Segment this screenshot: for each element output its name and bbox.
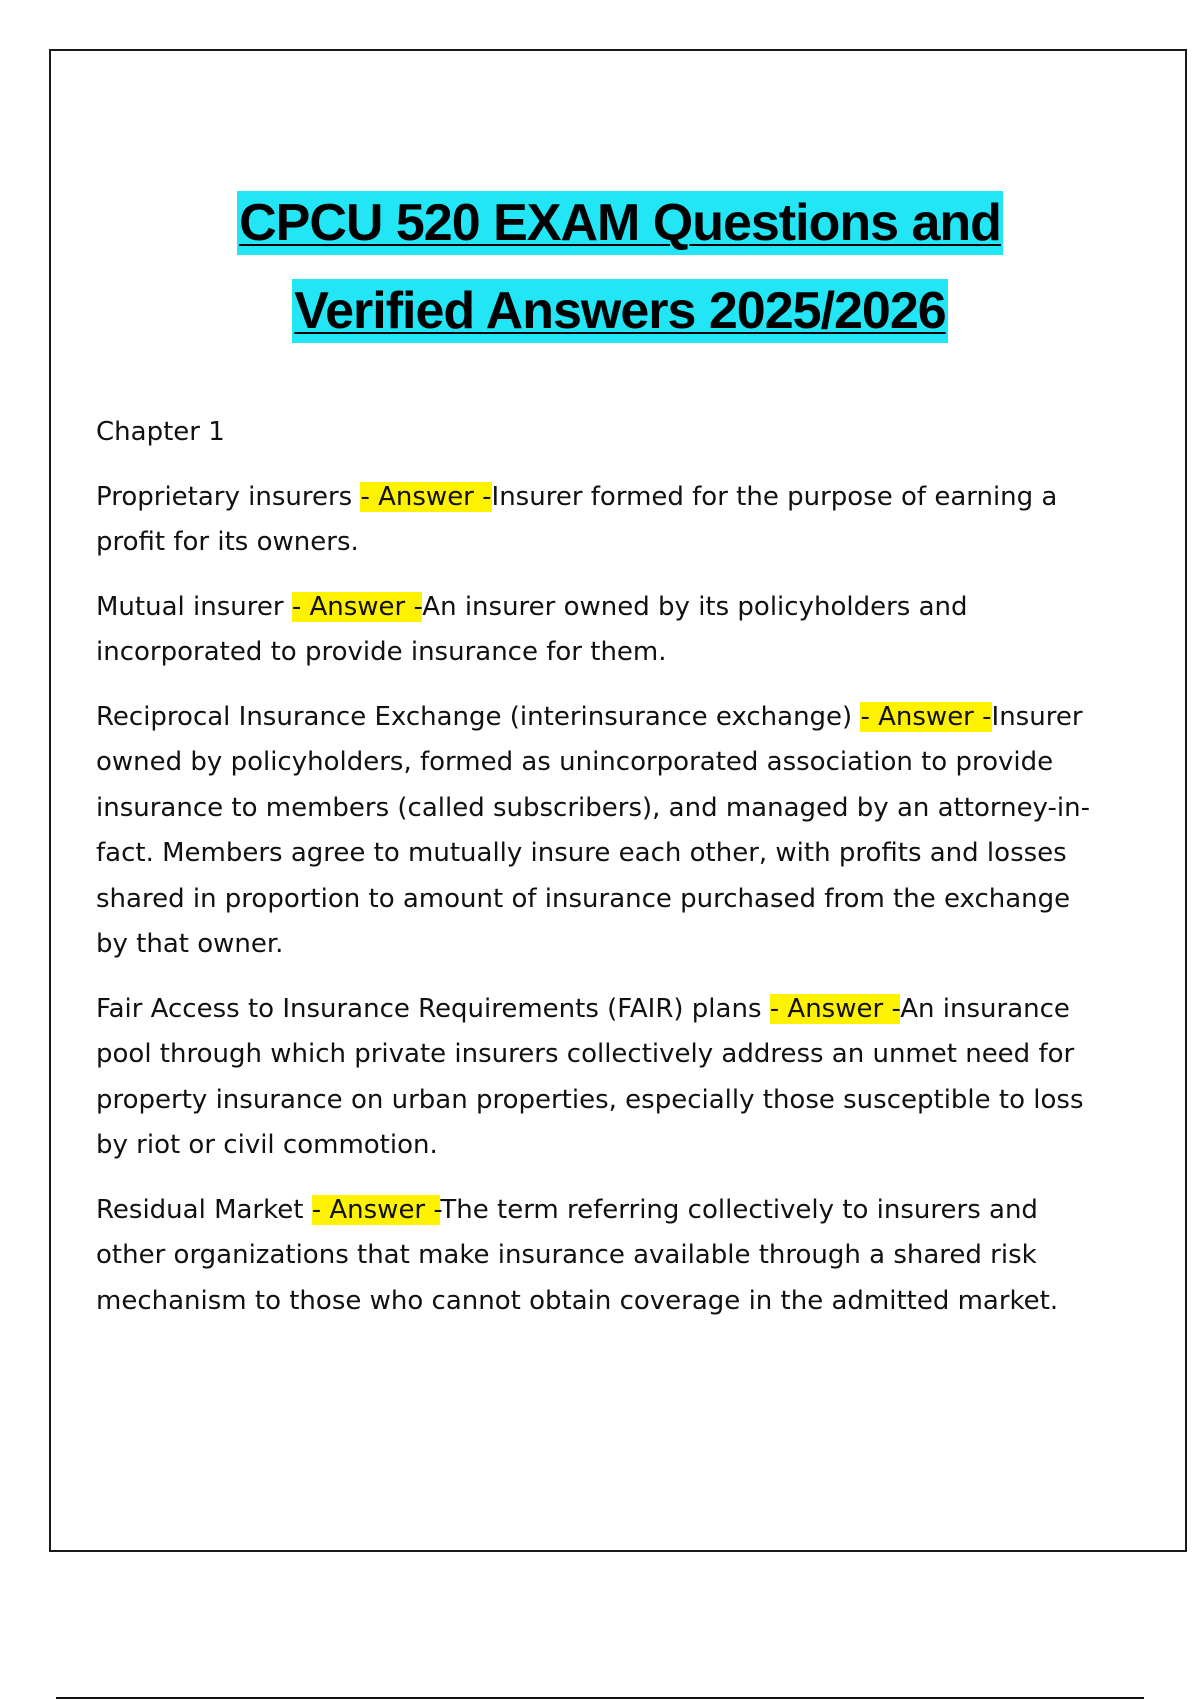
document-body — [96, 410, 1096, 1343]
answer-marker: - Answer - — [360, 481, 492, 512]
qa-definition: An insurance pool through which private insurers collectively address an unmet need for property insurance on urban properties, especially those susceptible to loss by riot or civil commotion. — [96, 993, 1084, 1160]
qa-entry — [96, 695, 1096, 968]
answer-marker: - Answer - — [311, 1194, 441, 1225]
qa-entry — [96, 987, 1096, 1169]
qa-term: Mutual insurer — [96, 591, 292, 622]
answer-marker: - Answer - — [291, 591, 423, 622]
answer-marker: - Answer - — [860, 701, 992, 732]
qa-definition: Insurer formed for the purpose of earning a profit for its owners. — [96, 481, 1058, 557]
qa-definition: An insurer owned by its policyholders and incorporated to provide insurance for them. — [96, 591, 968, 667]
title-line-2: Verified Answers 2025/2026 — [292, 279, 947, 343]
qa-entry — [96, 1188, 1096, 1325]
qa-term: Residual Market — [96, 1194, 312, 1225]
qa-term: Fair Access to Insurance Requirements (FAIR) plans — [96, 993, 770, 1024]
title-line-1: CPCU 520 EXAM Questions and — [237, 191, 1003, 255]
chapter-heading: Chapter 1 — [96, 417, 225, 447]
qa-definition: The term referring collectively to insurers and other organizations that make insurance available through a shared risk mechanism to those who cannot obtain coverage in the admitted market. — [96, 1194, 1059, 1316]
qa-term: Proprietary insurers — [96, 481, 361, 512]
qa-entry — [96, 475, 1096, 566]
document-title — [51, 191, 1189, 343]
page-bottom-rule — [56, 1697, 1144, 1699]
qa-definition: Insurer owned by policyholders, formed as unincorporated association to provide insurance to members (called subscribers), and managed by an attorney-in-fact. Members agree to mutually insure each other, with profits and losses shared in proportion to amount of insurance purchased from the exchange by that owner. — [96, 701, 1090, 959]
qa-term: Reciprocal Insurance Exchange (interinsurance exchange) — [96, 701, 861, 732]
qa-entry — [96, 585, 1096, 676]
answer-marker: - Answer - — [769, 993, 901, 1024]
